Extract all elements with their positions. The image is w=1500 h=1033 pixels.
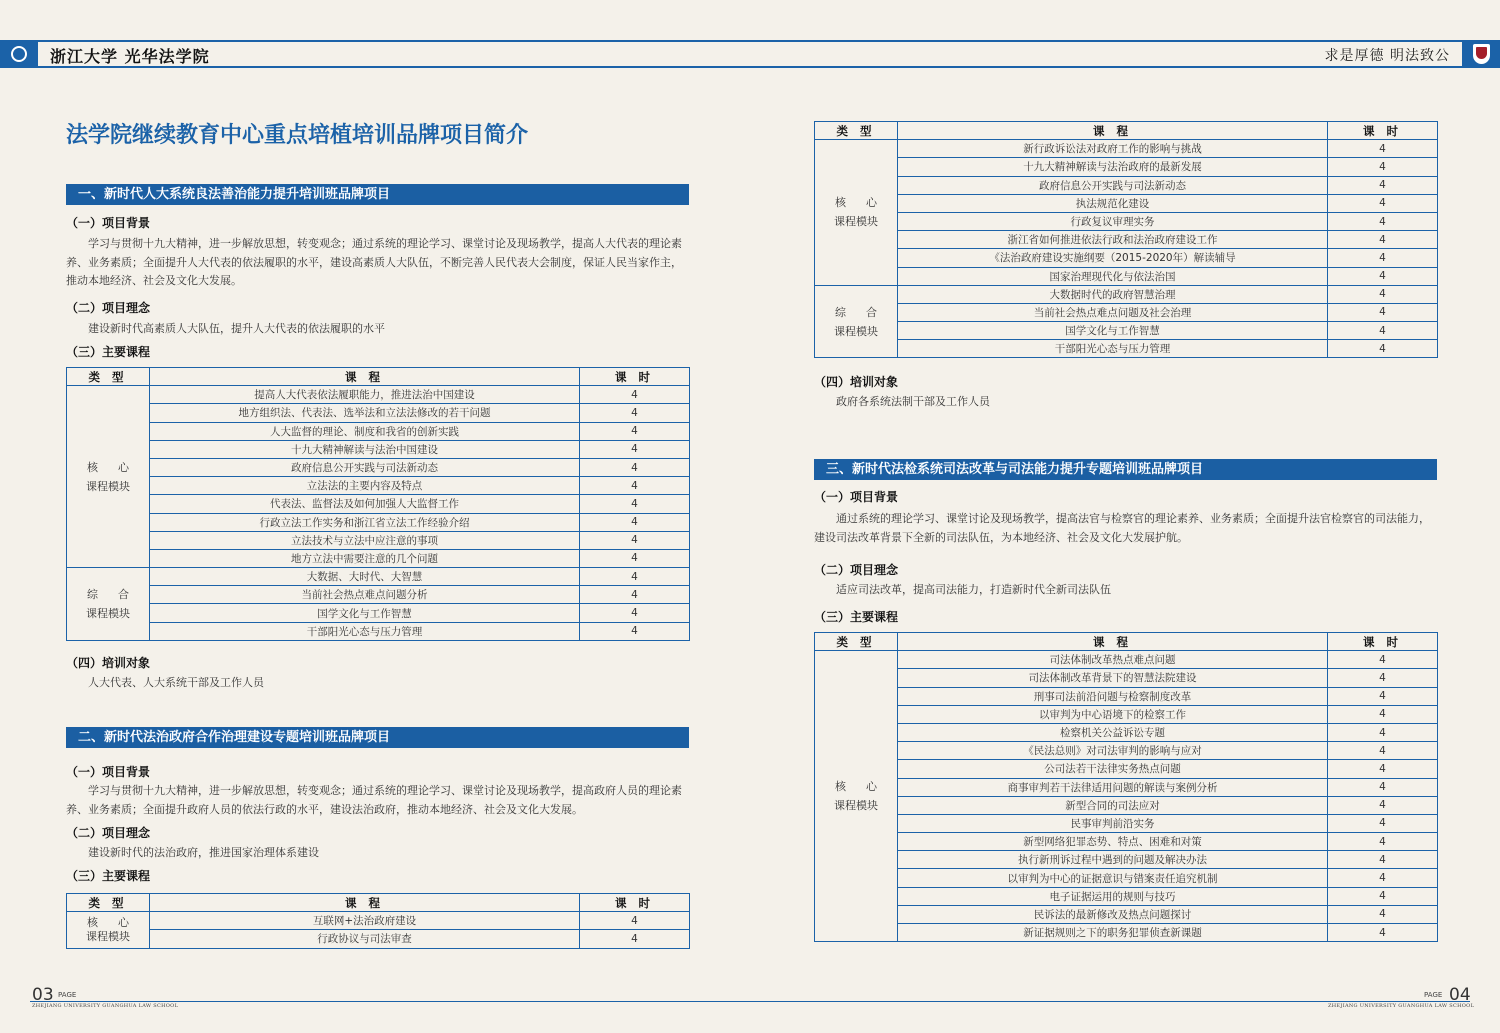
- table-cell: 新型网络犯罪态势、特点、困难和对策: [898, 833, 1328, 851]
- table-cell: 4: [580, 440, 690, 458]
- table-cell: 4: [1328, 833, 1438, 851]
- table-cell: 以审判为中心语境下的检察工作: [898, 705, 1328, 723]
- core-module-cell: 核心 课程模块: [67, 912, 150, 948]
- table-cell: 行政立法工作实务和浙江省立法工作经验介绍: [150, 513, 580, 531]
- table-cell: 4: [1328, 796, 1438, 814]
- table-cell: 司法体制改革背景下的智慧法院建设: [898, 669, 1328, 687]
- table-row: [67, 495, 690, 513]
- table-cell: 4: [1328, 285, 1438, 303]
- table-cell: 4: [580, 458, 690, 476]
- table-cell: 代表法、监督法及如何加强人大监督工作: [150, 495, 580, 513]
- right-university-name: ZHEJIANG UNIVERSITY GUANGHUA LAW SCHOOL: [1328, 1003, 1475, 1009]
- table-cell: 提高人大代表依法履职能力，推进法治中国建设: [150, 386, 580, 404]
- table-cell: 4: [1328, 887, 1438, 905]
- table-row: [67, 513, 690, 531]
- school-name: 浙江大学 光华法学院: [50, 47, 210, 66]
- table-cell: 4: [580, 568, 690, 586]
- table-cell: 课 程: [898, 633, 1328, 651]
- section1-background-text: 学习与贯彻十九大精神，进一步解放思想，转变观念；通过系统的理论学习、课堂讨论及现场教学，提高人大代表的理论素养、业务素质；全面提升人大代表的依法履职的水平，建设高素质人大队伍，不断完善人民代表大会制度，保证人民当家作主，推动本地经济、社会及文化大发展。: [66, 237, 682, 287]
- table-cell: 4: [580, 604, 690, 622]
- table-row: [815, 742, 1438, 760]
- table-row: [815, 669, 1438, 687]
- table-cell: 民诉法的最新修改及热点问题探讨: [898, 905, 1328, 923]
- school-motto: 求是厚德 明法致公: [1324, 48, 1450, 64]
- table-row: [815, 249, 1438, 267]
- table-cell: 大数据时代的政府智慧治理: [898, 285, 1328, 303]
- section3-concept-title: （二）项目理念: [814, 563, 899, 577]
- table-row: [815, 778, 1438, 796]
- section2-courses-title: （三）主要课程: [66, 869, 151, 883]
- table-row: [815, 869, 1438, 887]
- table-cell: 4: [1328, 322, 1438, 340]
- table-row: [815, 723, 1438, 741]
- table-row: [815, 267, 1438, 285]
- table-row: [67, 912, 690, 930]
- table-row: [815, 687, 1438, 705]
- table-cell: 《民法总则》对司法审判的影响与应对: [898, 742, 1328, 760]
- table-row: [815, 814, 1438, 832]
- table-cell: 国学文化与工作智慧: [150, 604, 580, 622]
- table-cell: 新型合同的司法应对: [898, 796, 1328, 814]
- table-cell: 互联网+法治政府建设: [150, 912, 580, 930]
- section2-target-title: （四）培训对象: [814, 375, 899, 389]
- table-header-row: [815, 633, 1438, 651]
- table-cell: 司法体制改革热点难点问题: [898, 651, 1328, 669]
- section3-course-table: [814, 632, 1438, 942]
- table-cell: 课 程: [898, 122, 1328, 140]
- table-row: [815, 705, 1438, 723]
- table-row: [67, 458, 690, 476]
- table-cell: 干部阳光心态与压力管理: [150, 622, 580, 640]
- core-module-cell: 核心 课程模块: [815, 651, 898, 942]
- table-row: [815, 158, 1438, 176]
- table-cell: 4: [1328, 742, 1438, 760]
- table-cell: 新证据规则之下的职务犯罪侦查新课题: [898, 924, 1328, 942]
- table-row: [67, 604, 690, 622]
- table-row: [67, 531, 690, 549]
- general-module-cell: 综合 课程模块: [815, 285, 898, 358]
- table-cell: 4: [1328, 651, 1438, 669]
- table-row: [67, 930, 690, 948]
- table-cell: 4: [1328, 303, 1438, 321]
- table-cell: 4: [1328, 267, 1438, 285]
- table-cell: 民事审判前沿实务: [898, 814, 1328, 832]
- table-cell: 4: [1328, 176, 1438, 194]
- section3-background-title: （一）项目背景: [814, 490, 899, 504]
- table-cell: 4: [1328, 814, 1438, 832]
- core-module-cell: 核心 课程模块: [67, 386, 150, 568]
- school-shield-icon: [1462, 42, 1500, 66]
- table-cell: 国家治理现代化与依法治国: [898, 267, 1328, 285]
- table-row: [815, 833, 1438, 851]
- table-cell: 地方组织法、代表法、选举法和立法法修改的若干问题: [150, 404, 580, 422]
- page-header: [0, 40, 1500, 68]
- header-hours: 课 时: [580, 368, 690, 386]
- table-cell: 大数据、大时代、大智慧: [150, 568, 580, 586]
- section1-target-title: （四）培训对象: [66, 656, 151, 670]
- left-page-label: PAGE: [58, 991, 77, 999]
- table-cell: 行政复议审理实务: [898, 212, 1328, 230]
- table-cell: 4: [580, 586, 690, 604]
- table-cell: 4: [580, 513, 690, 531]
- page-title: 法学院继续教育中心重点培植培训品牌项目简介: [66, 123, 529, 148]
- table-cell: 执行新刑诉过程中遇到的问题及解决办法: [898, 851, 1328, 869]
- table-cell: 电子证据运用的规则与技巧: [898, 887, 1328, 905]
- table-cell: 4: [580, 531, 690, 549]
- header-course: 课 程: [150, 368, 580, 386]
- section2-title: 二、新时代法治政府合作治理建设专题培训班品牌项目: [66, 727, 689, 748]
- table-cell: 4: [1328, 669, 1438, 687]
- table-cell: 浙江省如何推进依法行政和法治政府建设工作: [898, 231, 1328, 249]
- table-cell: 地方立法中需要注意的几个问题: [150, 549, 580, 567]
- table-row: [815, 140, 1438, 158]
- table-cell: 4: [1328, 723, 1438, 741]
- table-cell: 4: [1328, 249, 1438, 267]
- table-cell: 4: [580, 404, 690, 422]
- table-cell: 课 时: [1328, 122, 1438, 140]
- table-cell: 政府信息公开实践与司法新动态: [898, 176, 1328, 194]
- section1-title: 一、新时代人大系统良法善治能力提升培训班品牌项目: [66, 184, 689, 205]
- table-row: [815, 851, 1438, 869]
- footer-divider: [30, 1001, 1470, 1002]
- section1-background-title: （一）项目背景: [66, 216, 151, 230]
- table-cell: 4: [1328, 231, 1438, 249]
- table-cell: 4: [1328, 924, 1438, 942]
- table-row: [815, 176, 1438, 194]
- table-cell: 4: [580, 912, 690, 930]
- table-row: [67, 622, 690, 640]
- section3-title: 三、新时代法检系统司法改革与司法能力提升专题培训班品牌项目: [814, 459, 1437, 480]
- table-cell: 4: [580, 386, 690, 404]
- table-cell: 人大监督的理论、制度和我省的创新实践: [150, 422, 580, 440]
- table-cell: 以审判为中心的证据意识与错案责任追究机制: [898, 869, 1328, 887]
- table-row: [67, 568, 690, 586]
- section1-target-text: 人大代表、人大系统干部及工作人员: [88, 676, 264, 689]
- table-cell: 公司法若干法律实务热点问题: [898, 760, 1328, 778]
- table-cell: 课 时: [1328, 633, 1438, 651]
- section3-courses-title: （三）主要课程: [814, 610, 899, 624]
- table-cell: 当前社会热点难点问题分析: [150, 586, 580, 604]
- table-cell: 刑事司法前沿问题与检察制度改革: [898, 687, 1328, 705]
- table-header-row: [67, 894, 690, 912]
- table-cell: 立法法的主要内容及特点: [150, 477, 580, 495]
- core-module-cell: 核心 课程模块: [815, 140, 898, 286]
- table-cell: 当前社会热点难点问题及社会治理: [898, 303, 1328, 321]
- table-row: [815, 285, 1438, 303]
- table-row: [67, 440, 690, 458]
- right-page-label: PAGE: [1424, 991, 1443, 999]
- section1-courses-title: （三）主要课程: [66, 345, 151, 359]
- table-row: [815, 303, 1438, 321]
- table-cell: 4: [1328, 158, 1438, 176]
- table-row: [815, 924, 1438, 942]
- table-cell: 4: [1328, 705, 1438, 723]
- table-row: [67, 549, 690, 567]
- header-type: 类 型: [67, 368, 150, 386]
- table-row: [67, 386, 690, 404]
- section1-concept-title: （二）项目理念: [66, 301, 151, 315]
- section2-course-table-right: [814, 121, 1438, 358]
- table-cell: 十九大精神解读与法治政府的最新发展: [898, 158, 1328, 176]
- table-row: [815, 322, 1438, 340]
- table-cell: 课 程: [150, 894, 580, 912]
- table-row: [815, 651, 1438, 669]
- table-cell: 检察机关公益诉讼专题: [898, 723, 1328, 741]
- table-cell: 类 型: [815, 633, 898, 651]
- section2-concept-title: （二）项目理念: [66, 826, 151, 840]
- table-row: [815, 905, 1438, 923]
- table-cell: 4: [580, 477, 690, 495]
- section3-concept-text: 适应司法改革，提高司法能力，打造新时代全新司法队伍: [836, 583, 1111, 596]
- table-cell: 政府信息公开实践与司法新动态: [150, 458, 580, 476]
- table-cell: 课 时: [580, 894, 690, 912]
- table-row: [815, 887, 1438, 905]
- table-cell: 4: [1328, 905, 1438, 923]
- table-cell: 4: [580, 549, 690, 567]
- table-cell: 4: [580, 622, 690, 640]
- table-cell: 类 型: [815, 122, 898, 140]
- table-row: [815, 340, 1438, 358]
- table-row: [67, 477, 690, 495]
- table-cell: 4: [580, 422, 690, 440]
- table-cell: 4: [1328, 194, 1438, 212]
- table-row: [815, 796, 1438, 814]
- section3-background-text: 通过系统的理论学习、课堂讨论及现场教学，提高法官与检察官的理论素养、业务素质；全面提升法官检察官的司法能力，建设司法改革背景下全新的司法队伍，为本地经济、社会及文化大发展护航。: [814, 512, 1430, 544]
- table-cell: 4: [1328, 212, 1438, 230]
- table-row: [815, 231, 1438, 249]
- section2-background-title: （一）项目背景: [66, 765, 151, 779]
- table-row: [67, 404, 690, 422]
- general-module-cell: 综合 课程模块: [67, 568, 150, 641]
- section1-course-table: [66, 367, 690, 641]
- table-cell: 商事审判若干法律适用问题的解读与案例分析: [898, 778, 1328, 796]
- table-cell: 立法技术与立法中应注意的事项: [150, 531, 580, 549]
- table-cell: 4: [1328, 340, 1438, 358]
- table-cell: 行政协议与司法审查: [150, 930, 580, 948]
- section2-course-table-left: [66, 893, 690, 949]
- table-cell: 类 型: [67, 894, 150, 912]
- table-row: [815, 194, 1438, 212]
- table-cell: 4: [580, 495, 690, 513]
- table-cell: 4: [1328, 851, 1438, 869]
- table-cell: 干部阳光心态与压力管理: [898, 340, 1328, 358]
- table-cell: 4: [1328, 687, 1438, 705]
- section2-target-text: 政府各系统法制干部及工作人员: [836, 395, 990, 408]
- university-logo-icon: [0, 42, 38, 66]
- table-cell: 新行政诉讼法对政府工作的影响与挑战: [898, 140, 1328, 158]
- table-cell: 国学文化与工作智慧: [898, 322, 1328, 340]
- page-footer: [0, 985, 1500, 1015]
- table-row: [67, 586, 690, 604]
- table-header-row: [67, 368, 690, 386]
- section2-concept-text: 建设新时代的法治政府，推进国家治理体系建设: [88, 846, 319, 859]
- left-page-number: 03: [32, 985, 54, 1005]
- table-row: [815, 760, 1438, 778]
- left-university-name: ZHEJIANG UNIVERSITY GUANGHUA LAW SCHOOL: [32, 1003, 179, 1009]
- table-cell: 4: [1328, 140, 1438, 158]
- table-cell: 4: [580, 930, 690, 948]
- table-cell: 《法治政府建设实施纲要（2015-2020年）解读辅导: [898, 249, 1328, 267]
- table-row: [67, 422, 690, 440]
- table-cell: 4: [1328, 778, 1438, 796]
- table-cell: 十九大精神解读与法治中国建设: [150, 440, 580, 458]
- section1-concept-text: 建设新时代高素质人大队伍，提升人大代表的依法履职的水平: [88, 322, 385, 335]
- table-header-row: [815, 122, 1438, 140]
- right-page-number: 04: [1449, 985, 1471, 1005]
- table-row: [815, 212, 1438, 230]
- table-cell: 4: [1328, 760, 1438, 778]
- section2-background-text: 学习与贯彻十九大精神，进一步解放思想，转变观念；通过系统的理论学习、课堂讨论及现场教学，提高政府人员的理论素养、业务素质；全面提升政府人员的依法行政的水平，建设法治政府，推动本地经济、社会及文化大发展。: [66, 784, 682, 816]
- table-cell: 4: [1328, 869, 1438, 887]
- table-cell: 执法规范化建设: [898, 194, 1328, 212]
